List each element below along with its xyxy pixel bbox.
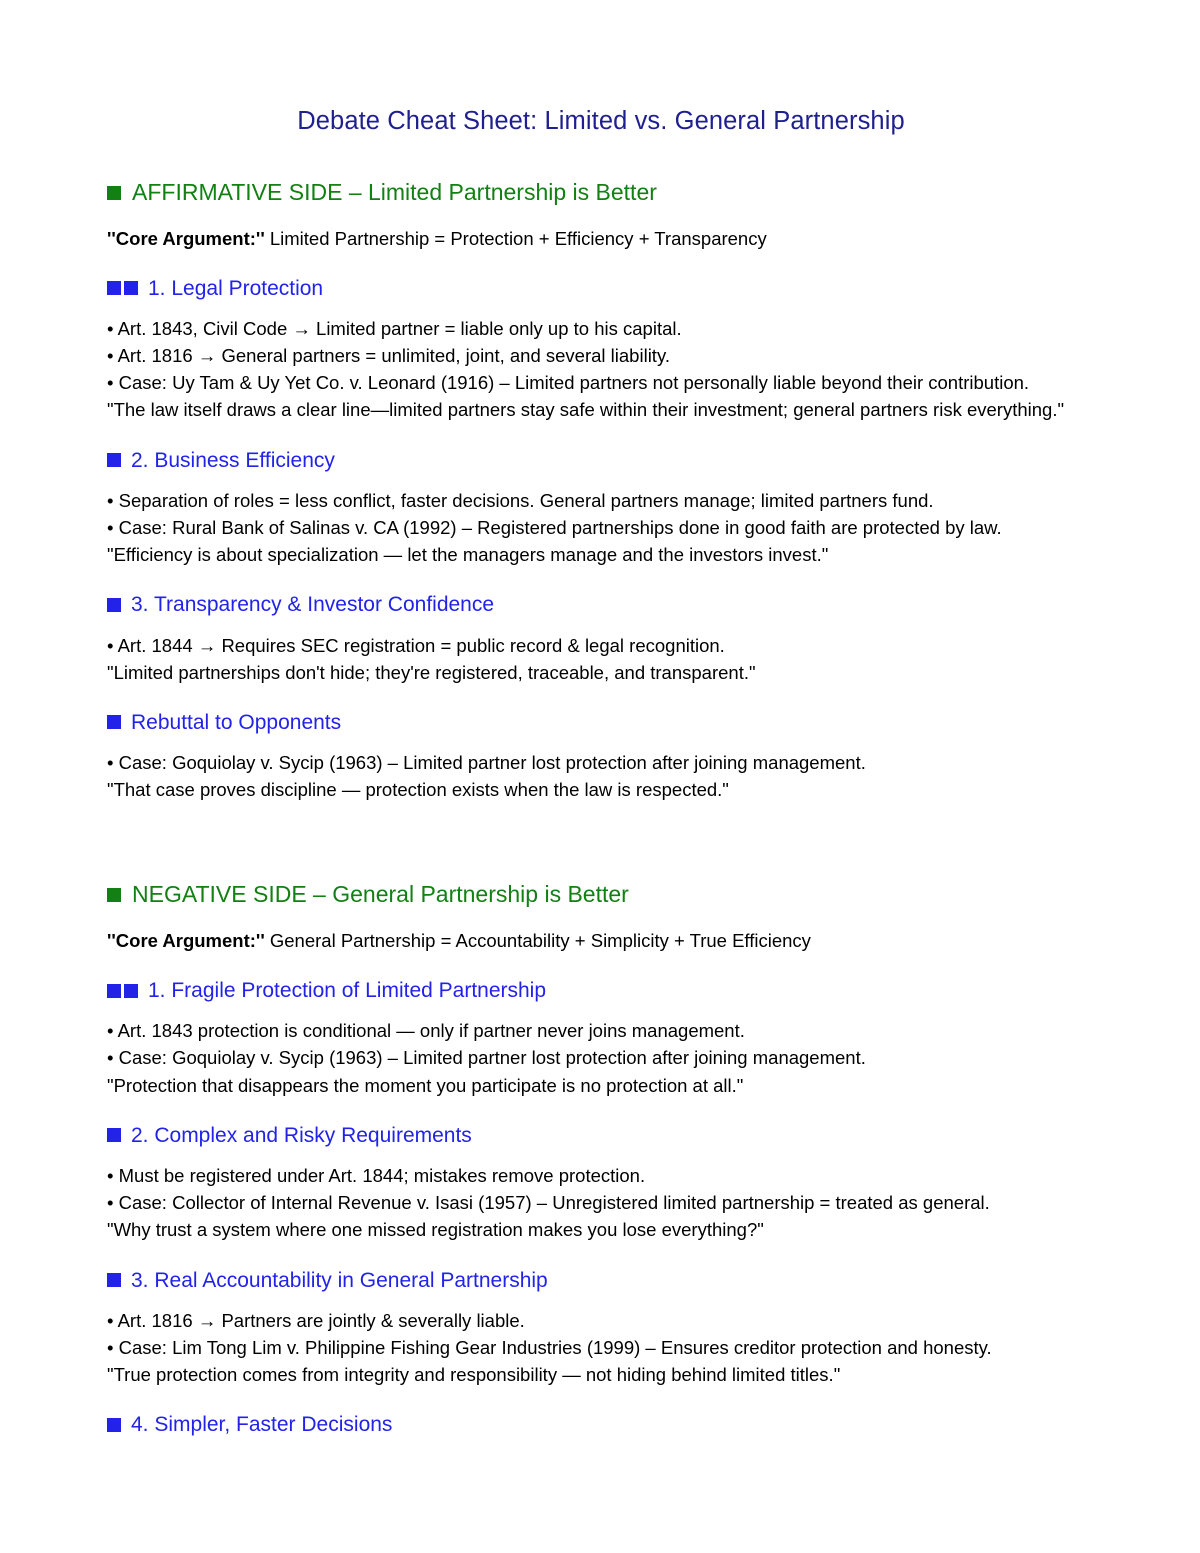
blue-square-bullet	[107, 1273, 121, 1287]
subsection-heading-label: Rebuttal to Opponents	[131, 710, 342, 734]
subsection-heading-rebuttal	[107, 686, 1095, 735]
section-heading-affirmative	[107, 179, 1095, 207]
body-line: • Art. 1843 protection is conditional — only if partner never joins management.	[107, 1020, 745, 1042]
subsection-heading-label: 1. Fragile Protection of Limited Partnership	[148, 979, 547, 1003]
body-line: • Case: Goquiolay v. Sycip (1963) – Limited partner lost protection after joining management.	[107, 1047, 866, 1069]
subsection-heading-real-accountability	[107, 1244, 1095, 1293]
body-line: "The law itself draws a clear line—limited partners stay safe within their investment; general partners risk everything."	[107, 399, 1065, 421]
blue-square-bullet	[107, 715, 121, 729]
core-argument-label: ''Core Argument:''	[107, 227, 265, 249]
body-line: • Art. 1816 → General partners = unlimited, joint, and several liability.	[107, 345, 670, 367]
blue-square-bullet	[107, 984, 138, 998]
subsection-heading-label: 3. Real Accountability in General Partnership	[131, 1268, 548, 1292]
body-line: • Art. 1844 → Requires SEC registration = public record & legal recognition.	[107, 634, 725, 656]
body-line: • Case: Rural Bank of Salinas v. CA (1992) – Registered partnerships done in good faith are protected by law.	[107, 516, 1002, 538]
subsection-heading-business-efficiency	[107, 424, 1095, 473]
subsection-body-legal-protection	[107, 301, 1095, 424]
subsection-body-business-efficiency	[107, 473, 1095, 569]
body-line: • Must be registered under Art. 1844; mistakes remove protection.	[107, 1164, 646, 1186]
subsection-heading-label: 2. Complex and Risky Requirements	[131, 1123, 472, 1147]
subsection-body-real-accountability	[107, 1293, 1095, 1389]
subsection-heading-legal-protection	[107, 252, 1095, 301]
subsection-heading-label: 3. Transparency & Investor Confidence	[131, 593, 495, 617]
core-argument-label: ''Core Argument:''	[107, 930, 265, 952]
body-line: "Efficiency is about specialization — let the managers manage and the investors invest."	[107, 544, 829, 566]
core-argument-affirmative	[107, 207, 1095, 252]
subsection-heading-simpler-faster	[107, 1388, 1095, 1437]
subsection-heading-label: 2. Business Efficiency	[131, 448, 335, 472]
body-line: "Why trust a system where one missed registration makes you lose everything?"	[107, 1219, 764, 1241]
blue-square-bullet	[107, 1418, 121, 1432]
subsection-heading-label: 4. Simpler, Faster Decisions	[131, 1413, 393, 1437]
page-title: Debate Cheat Sheet: Limited vs. General Partnership	[297, 107, 905, 135]
subsection-body-fragile-protection	[107, 1003, 1095, 1099]
core-argument-text: General Partnership = Accountability + Simplicity + True Efficiency	[264, 930, 811, 952]
body-line: • Separation of roles = less conflict, faster decisions. General partners manage; limited partners fund.	[107, 489, 934, 511]
subsection-heading-transparency	[107, 568, 1095, 617]
body-line: "That case proves discipline — protection exists when the law is respected."	[107, 779, 729, 801]
body-line: • Case: Collector of Internal Revenue v. Isasi (1957) – Unregistered limited partnership = treated as general.	[107, 1192, 990, 1214]
body-line: • Art. 1816 → Partners are jointly & severally liable.	[107, 1309, 525, 1331]
body-line: • Case: Uy Tam & Uy Yet Co. v. Leonard (1916) – Limited partners not personally liable beyond their contribution.	[107, 372, 1030, 394]
blue-square-bullet	[107, 598, 121, 612]
body-line: • Art. 1843, Civil Code → Limited partner = liable only up to his capital.	[107, 317, 682, 339]
body-line: "True protection comes from integrity and responsibility — not hiding behind limited titles."	[107, 1364, 841, 1386]
blue-square-bullet	[107, 453, 121, 467]
section-affirmative	[107, 179, 1095, 803]
section-heading-label: AFFIRMATIVE SIDE – Limited Partnership is Better	[132, 179, 657, 206]
body-line: "Protection that disappears the moment you participate is no protection at all."	[107, 1074, 744, 1096]
green-square-bullet	[107, 186, 121, 200]
section-negative	[107, 881, 1095, 1437]
section-heading-negative	[107, 881, 1095, 909]
core-argument-text: Limited Partnership = Protection + Efficiency + Transparency	[264, 227, 767, 249]
subsection-body-transparency	[107, 618, 1095, 686]
subsection-body-complex-risky	[107, 1148, 1095, 1244]
subsection-body-rebuttal	[107, 735, 1095, 803]
body-line: "Limited partnerships don't hide; they're registered, traceable, and transparent."	[107, 661, 756, 683]
body-line: • Case: Lim Tong Lim v. Philippine Fishing Gear Industries (1999) – Ensures creditor protection and honesty.	[107, 1336, 992, 1358]
subsection-heading-complex-risky	[107, 1099, 1095, 1148]
blue-square-bullet	[107, 281, 138, 295]
body-line: • Case: Goquiolay v. Sycip (1963) – Limited partner lost protection after joining management.	[107, 752, 866, 774]
section-heading-label: NEGATIVE SIDE – General Partnership is Better	[132, 881, 629, 908]
green-square-bullet	[107, 888, 121, 902]
subsection-heading-fragile-protection	[107, 954, 1095, 1003]
blue-square-bullet	[107, 1128, 121, 1142]
core-argument-negative	[107, 909, 1095, 954]
document-content	[107, 0, 1095, 1437]
subsection-heading-label: 1. Legal Protection	[148, 276, 324, 300]
